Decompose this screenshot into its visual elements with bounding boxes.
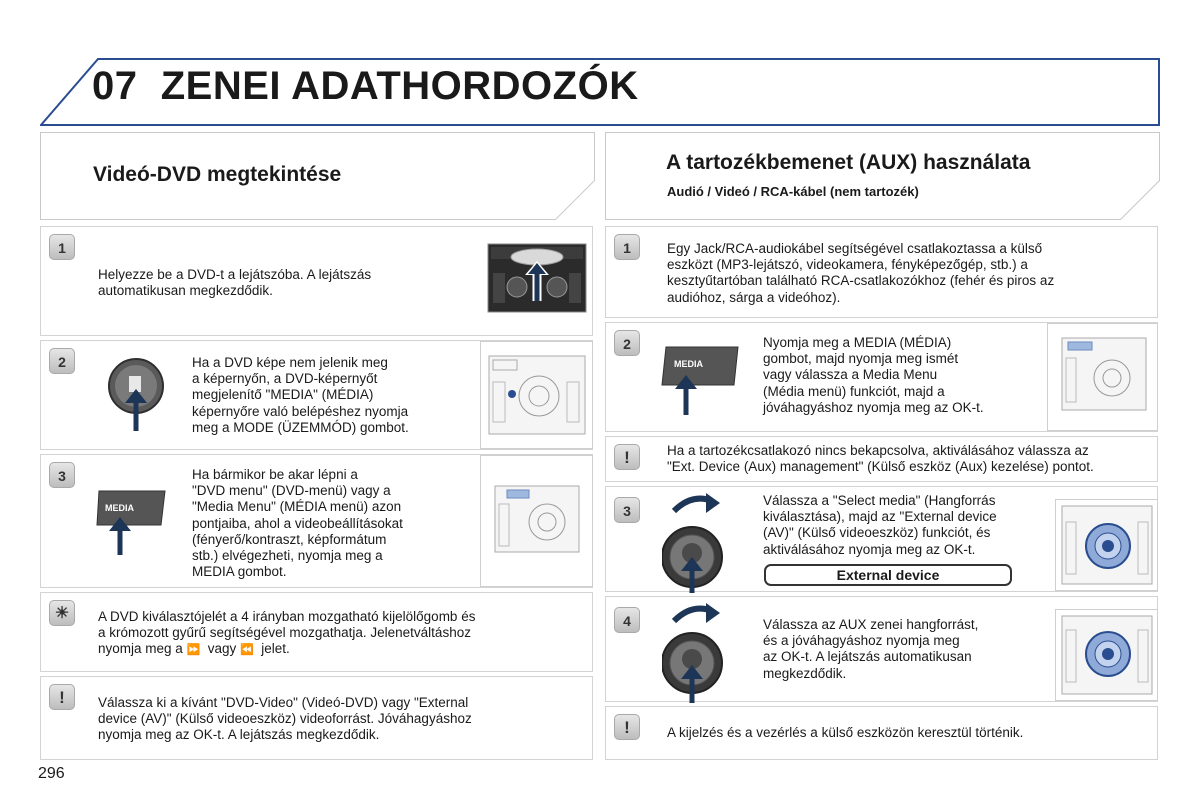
right-section-header <box>605 132 1160 220</box>
right-step-1 <box>605 226 1158 318</box>
warning-icon: ! <box>614 714 640 740</box>
media-button-label: MEDIA <box>105 503 134 513</box>
left-step-3 <box>40 454 593 588</box>
corner-cut <box>555 180 595 220</box>
step-text: Ha bármikor be akar lépni a "DVD menu" (DVD-menü) vagy a "Media Menu" (MÉDIA menü) azon pontjaiba, ahol a videobeállításokat (fényerő/kontraszt, képformátum stb.) elvégezheti, nyomja meg a MEDIA gombot. <box>192 467 403 580</box>
step-text: Ha a DVD képe nem jelenik meg a képernyőn, a DVD-képernyőt megjelenítő "MEDIA" (MÉDIA) képernyőre való belépéshez nyomja meg a MODE (ÜZEMMÓD) gombot. <box>192 355 409 435</box>
warning-icon: ! <box>614 444 640 470</box>
left-section-title: Videó-DVD megtekintése <box>93 163 342 186</box>
external-device-menu-item[interactable]: External device <box>764 564 1012 586</box>
media-button-label: MEDIA <box>674 359 703 369</box>
left-tip <box>40 592 593 672</box>
step-text: Egy Jack/RCA-audiokábel segítségével csatlakoztassa a külső eszközt (MP3-lejátszó, videokamera, fényképezőgép, stb.) a kesztyűtartóban található RCA-csatlakozókhoz (fehér és piros az audióhoz, sárga a videóhoz). <box>667 241 1055 305</box>
radio-thumbnail <box>480 455 593 587</box>
left-section-header <box>40 132 595 220</box>
right-step-2 <box>605 322 1158 432</box>
radio-thumbnail <box>480 341 593 449</box>
step-text: Válassza az AUX zenei hangforrást, és a jóváhagyáshoz nyomja meg az OK-t. A lejátszás automatikusan megkezdődik. <box>763 617 979 681</box>
step-badge: 3 <box>614 497 640 523</box>
rotary-dial-icon[interactable] <box>662 489 742 593</box>
step-text: Helyezze be a DVD-t a lejátszóba. A lejátszás automatikusan megkezdődik. <box>98 267 372 299</box>
previous-chapter-icon: ⏪ <box>240 644 254 657</box>
left-step-2 <box>40 340 593 450</box>
dvd-insert-image <box>487 243 587 313</box>
left-step-1 <box>40 226 593 336</box>
step-badge: 1 <box>49 234 75 260</box>
radio-thumbnail <box>1055 609 1158 701</box>
note-text: A kijelzés és a vezérlés a külső eszközön keresztül történik. <box>667 725 1024 740</box>
page-number: 296 <box>38 765 65 782</box>
sun-icon: ☀ <box>49 600 75 626</box>
chapter-heading: ZENEI ADATHORDOZÓK <box>160 64 639 108</box>
right-step-3 <box>605 486 1158 592</box>
step-text: Nyomja meg a MEDIA (MÉDIA) gombot, majd nyomja meg ismét vagy válassza a Media Menu (Média menü) funkciót, majd a jóváhagyáshoz nyomja meg az OK-t. <box>763 335 984 415</box>
corner-cut <box>1120 180 1160 220</box>
radio-thumbnail <box>1047 323 1158 431</box>
tip-text: A DVD kiválasztójelét a 4 irányban mozgatható kijelölőgomb és a krómozott gyűrű segítségével mozgathatja. Jelenetváltáshoz nyomja meg a ⏩ vagy ⏪ jelet. <box>98 609 476 657</box>
step-badge: 4 <box>614 607 640 633</box>
right-section-title: A tartozékbemenet (AUX) használata <box>666 151 1031 174</box>
step-badge: 3 <box>49 462 75 488</box>
media-button-icon[interactable] <box>95 485 169 555</box>
right-step-4 <box>605 596 1158 702</box>
mode-button-icon[interactable] <box>103 353 169 433</box>
right-section-subtitle: Audió / Videó / RCA-kábel (nem tartozék) <box>667 184 919 199</box>
note-text: Válassza ki a kívánt "DVD-Video" (Videó-DVD) vagy "External device (AV)" (Külső videoeszköz) videoforrást. Jóváhagyáshoz nyomja meg az OK-t. A lejátszás megkezdődik. <box>98 695 472 743</box>
next-chapter-icon: ⏩ <box>186 644 201 657</box>
media-button-icon[interactable] <box>660 345 740 415</box>
chapter-title <box>92 64 639 109</box>
note-text: Ha a tartozékcsatlakozó nincs bekapcsolva, aktiválásához válassza az "Ext. Device (Aux) management" (Külső eszköz (Aux) kezelése) pontot. <box>667 443 1094 475</box>
step-badge: 1 <box>614 234 640 260</box>
radio-thumbnail <box>1055 499 1158 591</box>
step-badge: 2 <box>49 348 75 374</box>
left-note <box>40 676 593 760</box>
right-note-external <box>605 706 1158 760</box>
chapter-number: 07 <box>92 64 138 108</box>
right-note-aux <box>605 436 1158 482</box>
step-badge: 2 <box>614 330 640 356</box>
step-text: Válassza a "Select media" (Hangforrás kiválasztása), majd az "External device (AV)" (Külső videoeszköz) funkciót, és aktiválásához nyomja meg az OK-t. <box>763 493 997 557</box>
warning-icon: ! <box>49 684 75 710</box>
rotary-dial-icon[interactable] <box>662 599 742 703</box>
